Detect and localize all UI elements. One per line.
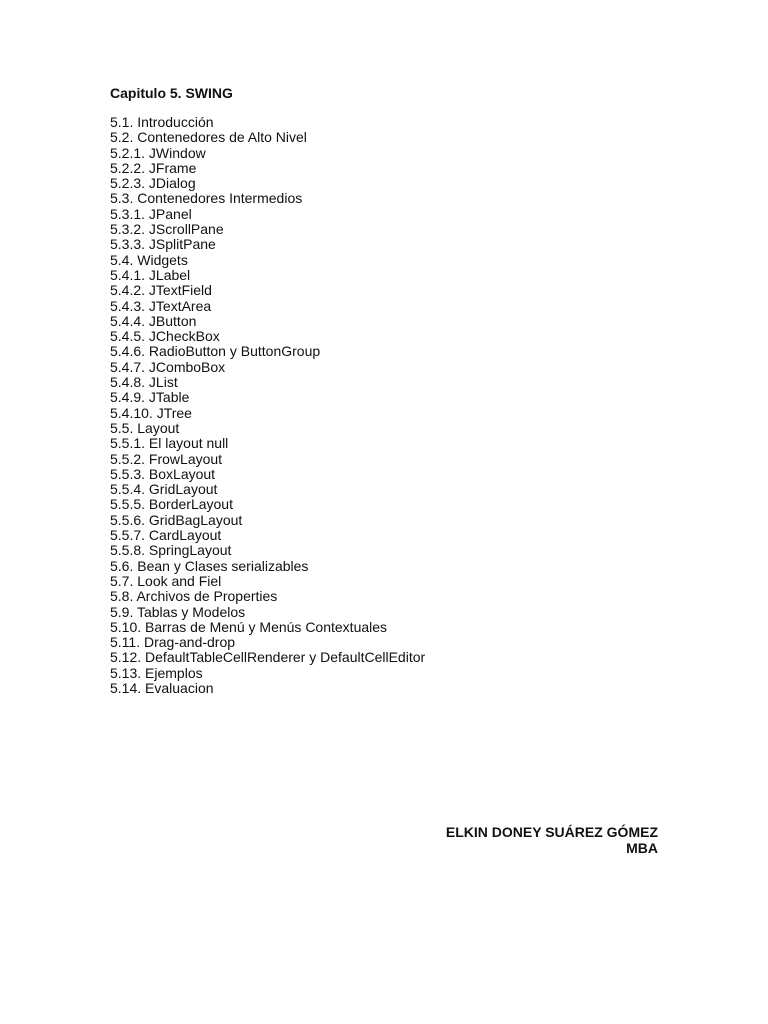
author-name: ELKIN DONEY SUÁREZ GÓMEZ: [445, 824, 658, 840]
toc-entry: 5.5.8. SpringLayout: [110, 542, 232, 559]
toc-entry: 5.4.5. JCheckBox: [110, 328, 220, 345]
toc-entry: 5.2.1. JWindow: [110, 144, 206, 161]
toc-entry: 5.11. Drag-and-drop: [110, 634, 236, 651]
toc-entry: 5.5.4. GridLayout: [110, 481, 218, 498]
toc-entry: 5.9. Tablas y Modelos: [110, 603, 246, 620]
toc-entry: 5.2.3. JDialog: [110, 175, 196, 192]
table-of-contents: [110, 115, 425, 696]
toc-entry: 5.10. Barras de Menú y Menús Contextuales: [110, 618, 388, 635]
author-degree: MBA: [626, 840, 658, 856]
toc-entry: 5.4. Widgets: [110, 251, 188, 268]
toc-entry: 5.5.2. FrowLayout: [110, 450, 223, 467]
chapter-title: Capitulo 5. SWING: [110, 85, 233, 101]
toc-entry: 5.5.6. GridBagLayout: [110, 511, 243, 528]
toc-entry: 5.7. Look and Fiel: [110, 572, 222, 589]
toc-entry: 5.6. Bean y Clases serializables: [110, 557, 309, 574]
toc-entry: 5.2.2. JFrame: [110, 159, 197, 176]
toc-entry: 5.4.3. JTextArea: [110, 297, 212, 314]
toc-entry: 5.12. DefaultTableCellRenderer y DefaultCellEditor: [110, 649, 426, 666]
toc-entry: 5.14. Evaluacion: [110, 679, 214, 696]
toc-entry: 5.2. Contenedores de Alto Nivel: [110, 129, 307, 146]
toc-entry: 5.4.8. JList: [110, 374, 178, 391]
toc-entry: 5.5.7. CardLayout: [110, 527, 222, 544]
author-block: [446, 824, 658, 856]
toc-entry: 5.4.9. JTable: [110, 389, 190, 406]
toc-entry: 5.3.2. JScrollPane: [110, 221, 224, 238]
toc-entry: 5.4.7. JComboBox: [110, 358, 226, 375]
toc-entry: 5.5.1. El layout null: [110, 435, 229, 452]
toc-entry: 5.4.1. JLabel: [110, 266, 191, 283]
toc-entry: 5.1. Introducción: [110, 114, 214, 130]
toc-entry: 5.3.3. JSplitPane: [110, 236, 216, 253]
toc-entry: 5.4.10. JTree: [110, 404, 192, 421]
toc-entry: 5.5.3. BoxLayout: [110, 465, 216, 482]
toc-entry: 5.8. Archivos de Properties: [110, 588, 278, 605]
toc-entry: 5.4.2. JTextField: [110, 282, 212, 299]
toc-entry: 5.5. Layout: [110, 419, 180, 436]
toc-entry: 5.5.5. BorderLayout: [110, 496, 233, 513]
toc-entry: 5.3. Contenedores Intermedios: [110, 190, 303, 207]
toc-entry: 5.13. Ejemplos: [110, 664, 203, 681]
toc-entry: 5.4.6. RadioButton y ButtonGroup: [110, 343, 321, 360]
toc-entry: 5.3.1. JPanel: [110, 205, 192, 222]
toc-entry: 5.4.4. JButton: [110, 312, 197, 329]
